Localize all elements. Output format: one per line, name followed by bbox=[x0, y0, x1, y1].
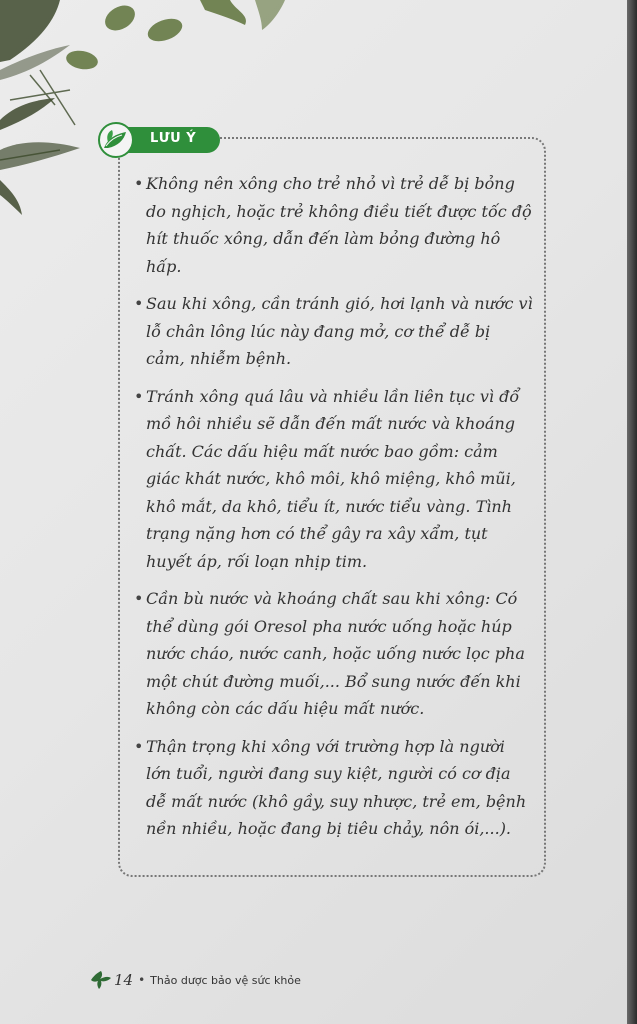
list-item-text: Cần bù nước và khoáng chất sau khi xông: Có thể dùng gói Oresol pha nước uống hoặc húp nước cháo, nước canh, hoặc uống nước lọc pha một chút đường muối,... Bổ sung nước đến khi không còn các dấu hiệu mất nước. bbox=[146, 589, 525, 718]
page-edge bbox=[627, 0, 637, 1024]
list-item: • Tránh xông quá lâu và nhiều lần liên tục vì đổ mồ hôi nhiều sẽ dẫn đến mất nước và khoáng chất. Các dấu hiệu mất nước bao gồm: cảm giác khát nước, khô môi, khô miệng, khô mũi, khô mắt, da khô, tiểu ít, nước tiểu vàng. Tình trạng nặng hơn có thể gây ra xây xẩm, tụt huyết áp, rối loạn nhịp tim. bbox=[134, 386, 520, 571]
footer-separator: • bbox=[138, 973, 146, 987]
badge-label: LƯU Ý bbox=[150, 131, 197, 146]
list-item-text: Thận trọng khi xông với trường hợp là người lớn tuổi, người đang suy kiệt, người có cơ địa dễ mất nước (khô gầy, suy nhược, trẻ em, bệnh nền nhiều, hoặc đang bị tiêu chảy, nôn ói,...). bbox=[146, 736, 527, 838]
list-item: • Thận trọng khi xông với trường hợp là người lớn tuổi, người đang suy kiệt, người có cơ địa dễ mất nước (khô gầy, suy nhược, trẻ em, bệnh nền nhiều, hoặc đang bị tiêu chảy, nôn ói,...). bbox=[134, 736, 527, 838]
list-item: • Sau khi xông, cần tránh gió, hơi lạnh và nước vì lỗ chân lông lúc này đang mở, cơ thể dễ bị cảm, nhiễm bệnh. bbox=[134, 294, 533, 368]
book-title: Thảo dược bảo vệ sức khỏe bbox=[150, 973, 301, 987]
list-item-text: Sau khi xông, cần tránh gió, hơi lạnh và nước vì lỗ chân lông lúc này đang mở, cơ thể dễ bị cảm, nhiễm bệnh. bbox=[146, 294, 533, 368]
list-item-text: Tránh xông quá lâu và nhiều lần liên tục vì đổ mồ hôi nhiều sẽ dẫn đến mất nước và khoáng chất. Các dấu hiệu mất nước bao gồm: cảm giác khát nước, khô môi, khô miệng, khô mũi, khô mắt, da khô, tiểu ít, nước tiểu vàng. Tình trạng nặng hơn có thể gây ra xây xẩm, tụt huyết áp, rối loạn nhịp tim. bbox=[146, 386, 520, 571]
page-number: 14 bbox=[114, 971, 134, 989]
list-item: • Cần bù nước và khoáng chất sau khi xông: Có thể dùng gói Oresol pha nước uống hoặc húp nước cháo, nước canh, hoặc uống nước lọc pha một chút đường muối,... Bổ sung nước đến khi không còn các dấu hiệu mất nước. bbox=[134, 589, 525, 718]
note-badge bbox=[98, 122, 226, 158]
page-footer bbox=[90, 968, 301, 992]
list-item-text: Không nên xông cho trẻ nhỏ vì trẻ dễ bị bỏng do nghịch, hoặc trẻ không điều tiết được tốc độ hít thuốc xông, dẫn đến làm bỏng đường hô hấp. bbox=[146, 174, 532, 276]
note-list bbox=[134, 170, 534, 853]
leaf-icon bbox=[90, 970, 112, 990]
list-item: • Không nên xông cho trẻ nhỏ vì trẻ dễ bị bỏng do nghịch, hoặc trẻ không điều tiết được tốc độ hít thuốc xông, dẫn đến làm bỏng đường hô hấp. bbox=[134, 174, 532, 276]
leaf-icon bbox=[102, 128, 130, 152]
